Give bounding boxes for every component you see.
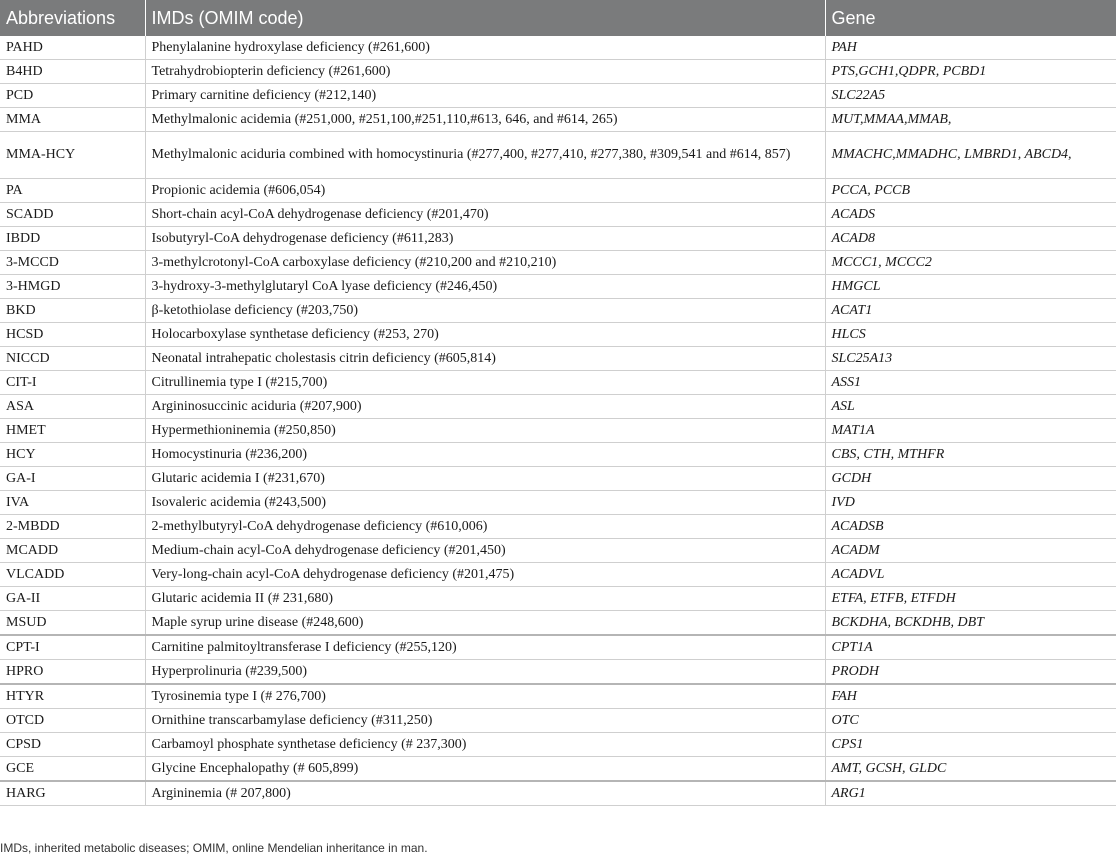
cell-gene: PAH: [825, 36, 1116, 60]
cell-gene: ACADM: [825, 539, 1116, 563]
table-row: [0, 203, 1116, 227]
table-row: [0, 635, 1116, 660]
table-footnote: IMDs, inherited metabolic diseases; OMIM, online Mendelian inheritance in man.: [0, 841, 428, 855]
cell-abbreviation: PAHD: [0, 36, 145, 60]
cell-abbreviation: BKD: [0, 299, 145, 323]
cell-gene: MUT,MMAA,MMAB,: [825, 108, 1116, 132]
cell-imd: Medium-chain acyl-CoA dehydrogenase deficiency (#201,450): [145, 539, 825, 563]
table-row: [0, 781, 1116, 806]
cell-gene: SLC25A13: [825, 347, 1116, 371]
table-row: [0, 227, 1116, 251]
table-row: [0, 179, 1116, 203]
cell-gene: ACAD8: [825, 227, 1116, 251]
table-row: [0, 395, 1116, 419]
header-gene: Gene: [825, 0, 1116, 36]
cell-abbreviation: SCADD: [0, 203, 145, 227]
table-row: [0, 371, 1116, 395]
table-row: [0, 443, 1116, 467]
cell-imd: Ornithine transcarbamylase deficiency (#311,250): [145, 709, 825, 733]
cell-gene: CPS1: [825, 733, 1116, 757]
cell-gene: ACADVL: [825, 563, 1116, 587]
cell-gene: AMT, GCSH, GLDC: [825, 757, 1116, 782]
table-row: [0, 251, 1116, 275]
cell-imd: Glutaric acidemia I (#231,670): [145, 467, 825, 491]
cell-imd: Glutaric acidemia II (# 231,680): [145, 587, 825, 611]
table-row: [0, 275, 1116, 299]
cell-imd: Primary carnitine deficiency (#212,140): [145, 84, 825, 108]
cell-gene: SLC22A5: [825, 84, 1116, 108]
cell-imd: Phenylalanine hydroxylase deficiency (#261,600): [145, 36, 825, 60]
cell-abbreviation: HMET: [0, 419, 145, 443]
cell-abbreviation: 3-MCCD: [0, 251, 145, 275]
cell-abbreviation: NICCD: [0, 347, 145, 371]
cell-abbreviation: MMA-HCY: [0, 132, 145, 179]
cell-gene: ASL: [825, 395, 1116, 419]
cell-abbreviation: PCD: [0, 84, 145, 108]
cell-abbreviation: MMA: [0, 108, 145, 132]
table-row: [0, 347, 1116, 371]
cell-abbreviation: IVA: [0, 491, 145, 515]
cell-abbreviation: GA-II: [0, 587, 145, 611]
header-imds: IMDs (OMIM code): [145, 0, 825, 36]
cell-gene: HMGCL: [825, 275, 1116, 299]
cell-abbreviation: HCY: [0, 443, 145, 467]
cell-gene: PRODH: [825, 660, 1116, 685]
cell-imd: 3-methylcrotonyl-CoA carboxylase deficiency (#210,200 and #210,210): [145, 251, 825, 275]
table-row: [0, 84, 1116, 108]
cell-gene: BCKDHA, BCKDHB, DBT: [825, 611, 1116, 636]
cell-gene: MCCC1, MCCC2: [825, 251, 1116, 275]
table-row: [0, 299, 1116, 323]
cell-imd: 3-hydroxy-3-methylglutaryl CoA lyase deficiency (#246,450): [145, 275, 825, 299]
table-row: [0, 491, 1116, 515]
cell-imd: Carnitine palmitoyltransferase I deficiency (#255,120): [145, 635, 825, 660]
cell-imd: Holocarboxylase synthetase deficiency (#253, 270): [145, 323, 825, 347]
table-body: [0, 36, 1116, 806]
table-row: [0, 36, 1116, 60]
table-row: [0, 132, 1116, 179]
cell-gene: ASS1: [825, 371, 1116, 395]
cell-imd: Methylmalonic acidemia (#251,000, #251,100,#251,110,#613, 646, and #614, 265): [145, 108, 825, 132]
cell-imd: Argininosuccinic aciduria (#207,900): [145, 395, 825, 419]
cell-abbreviation: CIT-I: [0, 371, 145, 395]
cell-imd: Short-chain acyl-CoA dehydrogenase deficiency (#201,470): [145, 203, 825, 227]
cell-gene: OTC: [825, 709, 1116, 733]
cell-abbreviation: VLCADD: [0, 563, 145, 587]
cell-abbreviation: IBDD: [0, 227, 145, 251]
cell-abbreviation: MSUD: [0, 611, 145, 636]
table-row: [0, 587, 1116, 611]
cell-imd: β-ketothiolase deficiency (#203,750): [145, 299, 825, 323]
table-row: [0, 60, 1116, 84]
table-header: [0, 0, 1116, 36]
cell-imd: Neonatal intrahepatic cholestasis citrin deficiency (#605,814): [145, 347, 825, 371]
cell-gene: PTS,GCH1,QDPR, PCBD1: [825, 60, 1116, 84]
cell-gene: ARG1: [825, 781, 1116, 806]
cell-abbreviation: MCADD: [0, 539, 145, 563]
cell-abbreviation: CPSD: [0, 733, 145, 757]
cell-gene: ACADS: [825, 203, 1116, 227]
cell-imd: Carbamoyl phosphate synthetase deficiency (# 237,300): [145, 733, 825, 757]
cell-gene: ETFA, ETFB, ETFDH: [825, 587, 1116, 611]
cell-imd: Propionic acidemia (#606,054): [145, 179, 825, 203]
cell-imd: Hypermethioninemia (#250,850): [145, 419, 825, 443]
cell-gene: MAT1A: [825, 419, 1116, 443]
table-row: [0, 323, 1116, 347]
table-row: [0, 684, 1116, 709]
cell-gene: GCDH: [825, 467, 1116, 491]
table-row: [0, 467, 1116, 491]
cell-abbreviation: GA-I: [0, 467, 145, 491]
cell-gene: ACADSB: [825, 515, 1116, 539]
header-abbreviations: Abbreviations: [0, 0, 145, 36]
cell-abbreviation: HPRO: [0, 660, 145, 685]
cell-imd: Tyrosinemia type I (# 276,700): [145, 684, 825, 709]
table-row: [0, 563, 1116, 587]
cell-gene: IVD: [825, 491, 1116, 515]
cell-imd: Homocystinuria (#236,200): [145, 443, 825, 467]
cell-imd: Very-long-chain acyl-CoA dehydrogenase deficiency (#201,475): [145, 563, 825, 587]
cell-imd: Isovaleric acidemia (#243,500): [145, 491, 825, 515]
cell-abbreviation: GCE: [0, 757, 145, 782]
cell-gene: CPT1A: [825, 635, 1116, 660]
table-row: [0, 757, 1116, 782]
table-row: [0, 515, 1116, 539]
cell-imd: Methylmalonic aciduria combined with homocystinuria (#277,400, #277,410, #277,380, #309,541 and #614, 857): [145, 132, 825, 179]
cell-abbreviation: HCSD: [0, 323, 145, 347]
cell-imd: Argininemia (# 207,800): [145, 781, 825, 806]
cell-abbreviation: ASA: [0, 395, 145, 419]
table-row: [0, 539, 1116, 563]
cell-gene: CBS, CTH, MTHFR: [825, 443, 1116, 467]
cell-imd: Citrullinemia type I (#215,700): [145, 371, 825, 395]
table-row: [0, 108, 1116, 132]
cell-abbreviation: HTYR: [0, 684, 145, 709]
cell-abbreviation: CPT-I: [0, 635, 145, 660]
table-row: [0, 733, 1116, 757]
cell-abbreviation: HARG: [0, 781, 145, 806]
table-row: [0, 419, 1116, 443]
cell-abbreviation: 3-HMGD: [0, 275, 145, 299]
cell-imd: Isobutyryl-CoA dehydrogenase deficiency (#611,283): [145, 227, 825, 251]
cell-abbreviation: 2-MBDD: [0, 515, 145, 539]
table-row: [0, 611, 1116, 636]
cell-gene: PCCA, PCCB: [825, 179, 1116, 203]
table-row: [0, 709, 1116, 733]
cell-imd: 2-methylbutyryl-CoA dehydrogenase deficiency (#610,006): [145, 515, 825, 539]
cell-gene: MMACHC,MMADHC, LMBRD1, ABCD4,: [825, 132, 1116, 179]
cell-imd: Glycine Encephalopathy (# 605,899): [145, 757, 825, 782]
cell-imd: Hyperprolinuria (#239,500): [145, 660, 825, 685]
cell-gene: ACAT1: [825, 299, 1116, 323]
cell-gene: HLCS: [825, 323, 1116, 347]
cell-imd: Maple syrup urine disease (#248,600): [145, 611, 825, 636]
cell-gene: FAH: [825, 684, 1116, 709]
cell-abbreviation: OTCD: [0, 709, 145, 733]
cell-abbreviation: PA: [0, 179, 145, 203]
cell-imd: Tetrahydrobiopterin deficiency (#261,600): [145, 60, 825, 84]
header-row: [0, 0, 1116, 36]
cell-abbreviation: B4HD: [0, 60, 145, 84]
table-row: [0, 660, 1116, 685]
